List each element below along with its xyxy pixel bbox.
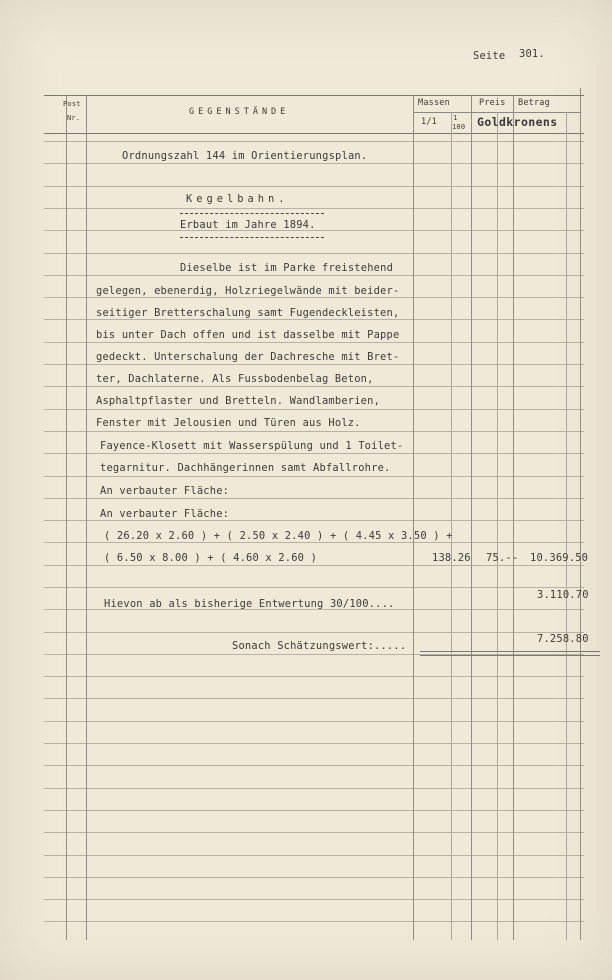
ruled-line (44, 409, 584, 410)
header-betrag: Betrag (518, 98, 550, 108)
header-nr: Nr. (67, 114, 81, 122)
calc-line-1: ( 26.20 x 2.60 ) + ( 2.50 x 2.40 ) + ( 4.45 x 3.50 ) + (104, 530, 453, 542)
deduction-text: Hievon ab als bisherige Entwertung 30/100.... (104, 598, 395, 610)
ruled-line (44, 319, 584, 320)
ruled-line (44, 788, 584, 789)
ruled-line (44, 208, 584, 209)
column-line-preis (471, 95, 472, 940)
ruled-line (44, 877, 584, 878)
header-top-line (44, 95, 584, 96)
ruled-line (44, 721, 584, 722)
header-bottom-line (44, 133, 584, 134)
header-frac-den: 100 (452, 123, 466, 131)
ruled-line (44, 632, 584, 633)
desc-line: gedeckt. Unterschalung der Dachresche mit Bret- (96, 351, 400, 363)
ruled-line (44, 855, 584, 856)
column-line-massen (413, 95, 414, 940)
ruled-line (44, 765, 584, 766)
area-value: 138.26 (432, 552, 471, 564)
ruled-line (44, 498, 584, 499)
ruled-line (44, 275, 584, 276)
ordnungszahl-line: Ordnungszahl 144 im Orientierungsplan. (122, 150, 368, 162)
desc-line: bis unter Dach offen und ist dasselbe mit Pappe (96, 329, 400, 341)
ruled-line (44, 253, 584, 254)
ruled-line (44, 342, 584, 343)
ruled-line (44, 899, 584, 900)
ruled-line (44, 743, 584, 744)
ruled-line (44, 921, 584, 922)
desc-line: An verbauter Fläche: (100, 508, 230, 520)
ruled-line (44, 431, 584, 432)
result-amount: 7.258.80 (537, 633, 589, 645)
title-underline (180, 213, 324, 214)
deduction-amount: 3.110.70 (537, 589, 589, 601)
ruled-line (44, 163, 584, 164)
ruled-line (44, 810, 584, 811)
column-line-right (580, 88, 581, 940)
price-value: 75.-- (486, 552, 519, 564)
ruled-line (44, 476, 584, 477)
desc-line: Fayence-Klosett mit Wasserspülung und 1 Toilet- (100, 440, 404, 452)
desc-line: Asphaltpflaster und Bretteln. Wandlamberien, (96, 395, 381, 407)
desc-line: seitiger Bretterschalung samt Fugendeckleisten, (96, 307, 400, 319)
header-massen: Massen (418, 98, 450, 108)
header-preis: Preis (479, 98, 506, 108)
column-line-betrag-split (566, 112, 567, 940)
column-line-betrag (513, 95, 514, 940)
header-frac-num: 1 (453, 114, 458, 122)
ruled-line (44, 587, 584, 588)
ruled-line (44, 186, 584, 187)
column-line-left (66, 95, 67, 940)
ruled-line (44, 542, 584, 543)
desc-line: ter, Dachlaterne. Als Fussbodenbelag Beton, (96, 373, 374, 385)
header-gegenstaende: GEGENSTÄNDE (189, 107, 290, 117)
page-number: 301. (519, 48, 545, 60)
column-line-preis-split (497, 112, 498, 940)
header-post: Post (63, 100, 81, 108)
ruled-line (44, 386, 584, 387)
ruled-line (44, 698, 584, 699)
amount-value: 10.369.50 (530, 552, 589, 564)
column-line-massen-split (451, 112, 452, 940)
column-line-post (86, 95, 87, 940)
ruled-line (44, 676, 584, 677)
building-title: Kegelbahn. (186, 193, 289, 205)
result-text: Sonach Schätzungswert:..... (232, 640, 407, 652)
ruled-line (44, 297, 584, 298)
page-label: Seite (473, 50, 506, 62)
desc-line: gelegen, ebenerdig, Holzriegelwände mit beider- (96, 285, 400, 297)
ruled-line (44, 364, 584, 365)
ruled-line (44, 453, 584, 454)
ruled-line (44, 141, 584, 142)
built-underline (180, 237, 324, 238)
result-double-rule (420, 651, 600, 656)
ruled-line (44, 832, 584, 833)
calc-line-2: ( 6.50 x 8.00 ) + ( 4.60 x 2.60 ) (104, 552, 318, 564)
desc-line: tegarnitur. Dachhängerinnen samt Abfallrohre. (100, 462, 391, 474)
header-massen-full: 1/1 (421, 117, 437, 127)
header-currency: Goldkronens (477, 115, 558, 129)
built-year: Erbaut im Jahre 1894. (180, 219, 316, 231)
desc-line: Dieselbe ist im Parke freistehend (180, 262, 394, 274)
ruled-line (44, 520, 584, 521)
desc-line: An verbauter Fläche: (100, 485, 230, 497)
ruled-line (44, 565, 584, 566)
desc-line: Fenster mit Jelousien und Türen aus Holz. (96, 417, 361, 429)
